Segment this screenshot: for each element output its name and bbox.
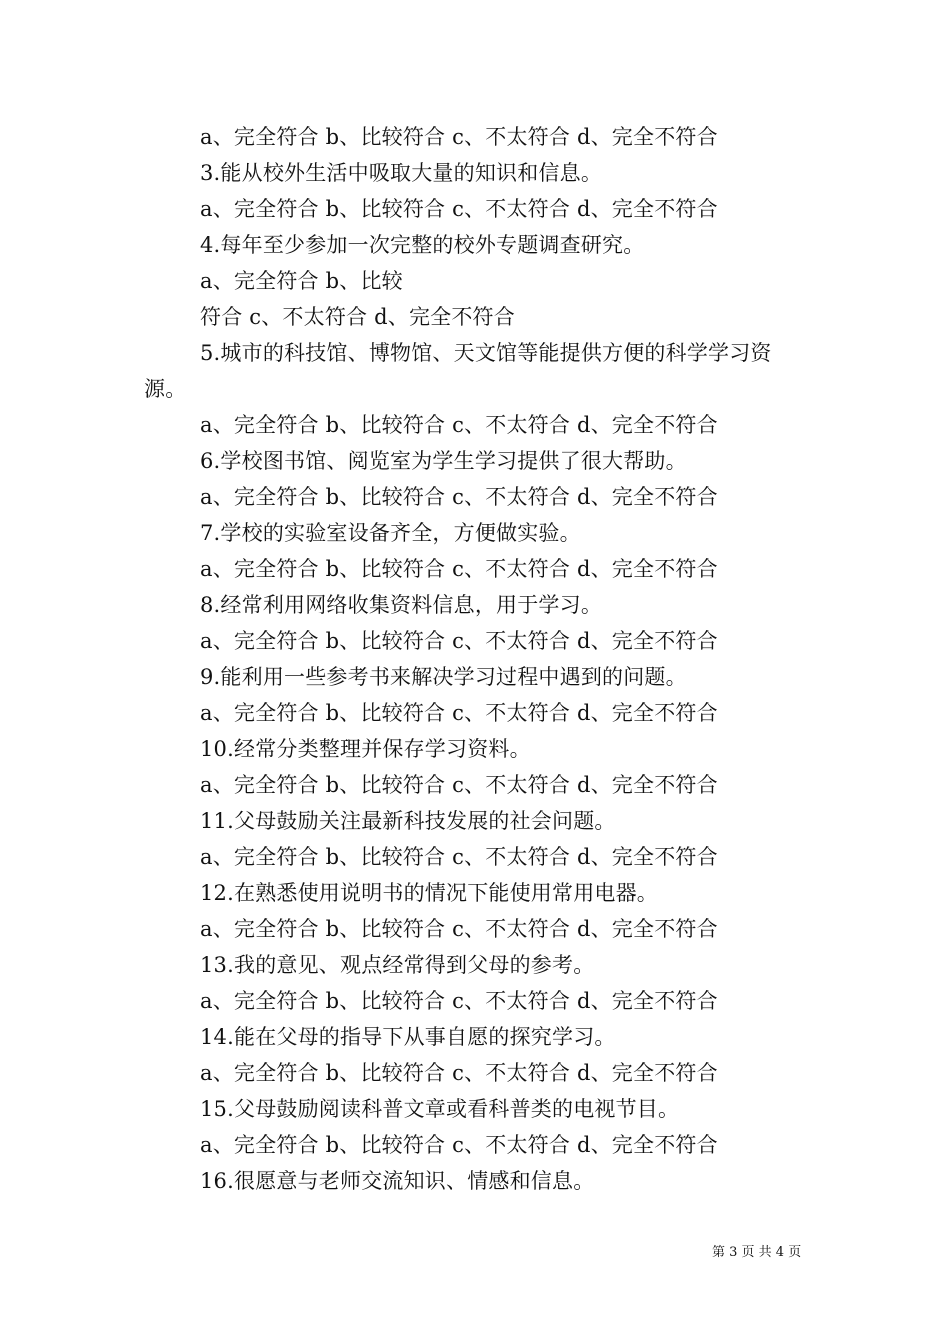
answer-options: a、完全符合 b、比较符合 c、不太符合 d、完全不符合 <box>200 701 718 725</box>
answer-options: a、完全符合 b、比较符合 c、不太符合 d、完全不符合 <box>200 197 718 221</box>
question-8: 8.经常利用网络收集资料信息，用于学习。 <box>200 593 603 617</box>
answer-options: a、完全符合 b、比较符合 c、不太符合 d、完全不符合 <box>200 413 718 437</box>
question-9: 9.能利用一些参考书来解决学习过程中遇到的问题。 <box>200 665 687 689</box>
question-7: 7.学校的实验室设备齐全，方便做实验。 <box>200 521 581 545</box>
answer-options-part-2: 符合 c、不太符合 d、完全不符合 <box>200 305 515 329</box>
answer-options: a、完全符合 b、比较符合 c、不太符合 d、完全不符合 <box>200 773 718 797</box>
answer-options: a、完全符合 b、比较符合 c、不太符合 d、完全不符合 <box>200 845 718 869</box>
question-16: 16.很愿意与老师交流知识、情感和信息。 <box>200 1169 595 1193</box>
question-12: 12.在熟悉使用说明书的情况下能使用常用电器。 <box>200 881 658 905</box>
question-4: 4.每年至少参加一次完整的校外专题调查研究。 <box>200 233 645 257</box>
answer-options: a、完全符合 b、比较符合 c、不太符合 d、完全不符合 <box>200 629 718 653</box>
answer-options: a、完全符合 b、比较符合 c、不太符合 d、完全不符合 <box>200 125 718 149</box>
question-6: 6.学校图书馆、阅览室为学生学习提供了很大帮助。 <box>200 449 687 473</box>
answer-options: a、完全符合 b、比较符合 c、不太符合 d、完全不符合 <box>200 989 718 1013</box>
question-14: 14.能在父母的指导下从事自愿的探究学习。 <box>200 1025 616 1049</box>
question-13: 13.我的意见、观点经常得到父母的参考。 <box>200 953 595 977</box>
question-15: 15.父母鼓励阅读科普文章或看科普类的电视节目。 <box>200 1097 680 1121</box>
question-5: 5.城市的科技馆、博物馆、天文馆等能提供方便的科学学习资 <box>200 341 772 365</box>
answer-options: a、完全符合 b、比较符合 c、不太符合 d、完全不符合 <box>200 485 718 509</box>
page-number-footer: 第 3 页 共 4 页 <box>712 1245 802 1260</box>
answer-options: a、完全符合 b、比较符合 c、不太符合 d、完全不符合 <box>200 557 718 581</box>
question-5-continuation: 源。 <box>144 377 187 401</box>
answer-options: a、完全符合 b、比较符合 c、不太符合 d、完全不符合 <box>200 917 718 941</box>
question-11: 11.父母鼓励关注最新科技发展的社会问题。 <box>200 809 616 833</box>
answer-options: a、完全符合 b、比较符合 c、不太符合 d、完全不符合 <box>200 1061 718 1085</box>
answer-options-part-1: a、完全符合 b、比较 <box>200 269 403 293</box>
answer-options: a、完全符合 b、比较符合 c、不太符合 d、完全不符合 <box>200 1133 718 1157</box>
question-3: 3.能从校外生活中吸取大量的知识和信息。 <box>200 161 603 185</box>
question-10: 10.经常分类整理并保存学习资料。 <box>200 737 531 761</box>
